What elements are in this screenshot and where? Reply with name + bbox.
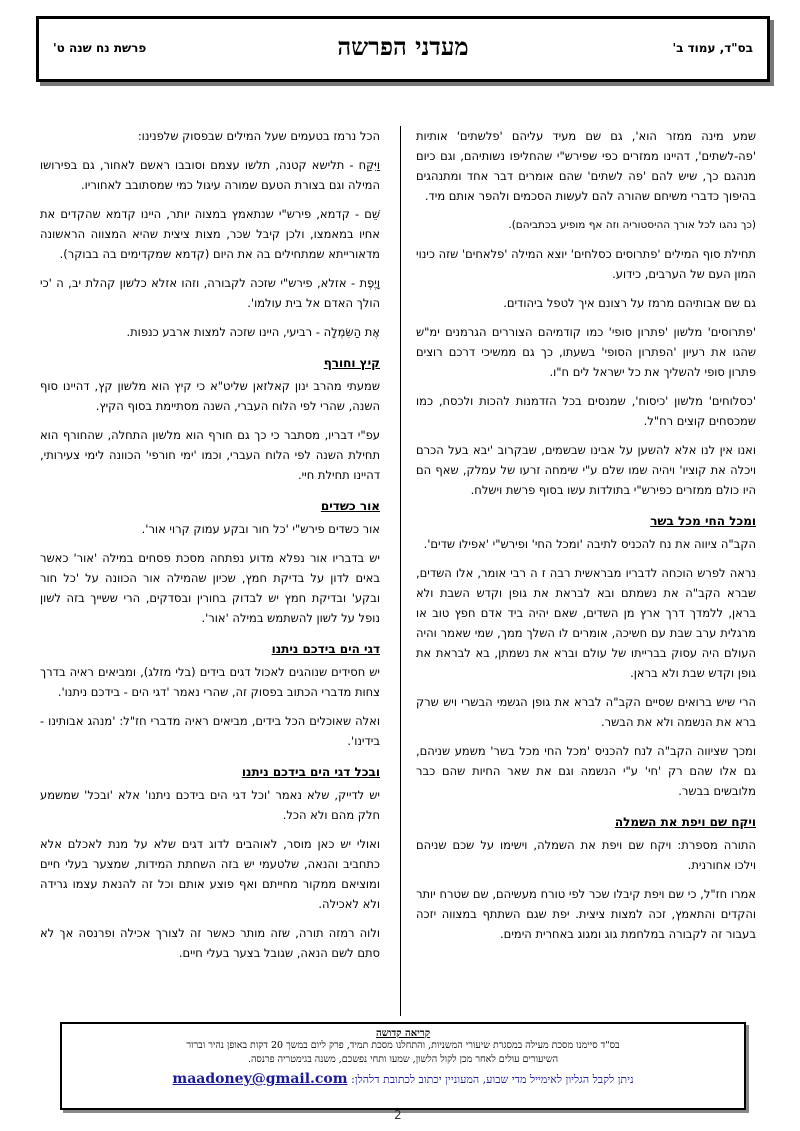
- paragraph: יש חסידים שנוהגים לאכול דגים בידים (בלי מזלג), ומביאים ראיה בדרך צחות מדברי הכתוב בפסוק זה, שהרי נאמר 'דגי הים - בידכם ניתנו'.: [40, 665, 380, 699]
- footer-box: [60, 1022, 746, 1110]
- paragraph: התורה מספרת: ויקח שם ויפת את השמלה, וישימו על שכם שניהם וילכו אחורנית.: [416, 838, 756, 872]
- footer-title: קריאה קדושה: [375, 1028, 431, 1039]
- paragraph: וַיִּקַּח - תלישא קטנה, תלשו עצמם וסובבו ראשם לאחור, גם בפירושו המילה וגם בצורת הטעם שמורה עיגול כמי שמסתובב לאחוריו.: [40, 158, 380, 192]
- paragraph: יש בדבריו אור נפלא מדוע נפתחה מסכת פסחים במילה 'אור' כאשר באים לדון על בדיקת חמץ, שכיון שהמילה אור הכוונה על 'כל חור ובקע' ובדיקת חמץ יש לבדוק בחורין ובסדקים, הרי ששייך בזה לשון נופל על לשון להשתמש במילה 'אור'.: [40, 551, 380, 625]
- paragraph: הכל נרמז בטעמים שעל המילים שבפסוק שלפנינו:: [137, 129, 380, 143]
- paragraph: עפ"י דבריו, מסתבר כי כך גם חורף הוא מלשון התחלה, שהחורף הוא תחילת השנה לפי הלוח העברי, וכמו 'ימי חורפי' הכוונה לימי צעירותי, דהיינו תחילת חיי.: [40, 428, 380, 482]
- paragraph: תחילת סוף המילים 'פתרוסים כסלחים' יוצא המילה 'פלאחים' שזה כינוי המון העם של הערבים, כידוע.: [416, 247, 756, 281]
- right-column: [416, 126, 756, 953]
- paragraph: וָיֶפֶת - אזלא, פירש"י שזכה לקבורה, וזהו אזלא כלשון קהלת יב, ה 'כי הולך האדם אל בית עולמו'.: [40, 276, 380, 310]
- paragraph: נראה לפרש הוכחה לדבריו מבראשית רבה ז ה רבי אומר, אלו השדים, שברא הקב"ה את נשמתם ובא לבראת את גופן וקדש השבת ולא בראן, ללמדך דרך ארץ מן השדים, שאם יהיה ביד אדם חפץ טוב או מרגלית ערב שבת עם חשיכה, אומרים לו השלך ממך, שמי שאמר והיה העולם היה עסוק בברייתו של עולם וברא את נשמתן, בא לבראת את גופן וקדש שבת ולא בראן.: [416, 566, 756, 680]
- paragraph: הרי שיש ברואים שסיים הקב"ה לברא את גופן הגשמי הבשרי ויש שרק ברא את הנשמה ולא את הבשר.: [416, 695, 756, 729]
- paragraph: 'כסלוחים' מלשון 'כיסוח', שמנסים בכל הזדמנות להכות ולכסח, כמו שמכסחים קוצים רח"ל.: [416, 394, 756, 428]
- paragraph: ואלה שאוכלים הכל בידים, מביאים ראיה מדברי חז"ל: 'מנהג אבותינו - בידינו'.: [40, 714, 380, 748]
- paragraph: שֵׁם - קדמא, פירש"י שנתאמץ במצוה יותר, היינו קדמא שהקדים את אחיו במאמצו, ולכן קיבל שכר, מצות ציצית שהיא המצווה הראשונה מדאורייתא שמתחילים בה את היום (קדמא שמקדימים בה בבוקר).: [40, 207, 380, 261]
- email-link[interactable]: maadoney@gmail.com: [172, 1071, 348, 1087]
- paragraph: יש לדייק, שלא נאמר 'וכל דגי הים בידכם ניתנו' אלא 'ובכל' שמשמע חלק מהם ולא הכל.: [40, 788, 380, 822]
- paragraph-note: (כך נהגו לכל אורך ההיסטוריה וזה אף מופיע בכתביהם).: [508, 219, 756, 231]
- paragraph: גם שם אבותיהם מרמז על רצונם איך לטפל ביהודים.: [503, 296, 756, 310]
- section-heading: ובכל דגי הים בידכם ניתנו: [241, 765, 380, 779]
- page-number: 2: [394, 1108, 402, 1122]
- paragraph: אֶת הַשִּׂמְלָה - רביעי, היינו שזכה למצות ארבע כנפות.: [126, 325, 380, 339]
- newsletter-title: מעדני הפרשה: [337, 32, 469, 61]
- paragraph: אמרו חז"ל, כי שם ויפת קיבלו שכר לפי טורח מעשיהם, שם שטרח יותר והקדים והתאמץ, זכה למצות ציצית. יפת שגם השתתף במצווה יזכה בעבור זה לקבורה במלחמת גוג ומגוג באחרית הימים.: [416, 887, 756, 941]
- footer-contact: [62, 1071, 744, 1087]
- section-heading: קיץ וחורף: [323, 356, 380, 370]
- section-heading: ומכל החי מכל בשר: [650, 514, 756, 528]
- header-page-label: בס"ד, עמוד ב': [672, 41, 753, 55]
- paragraph: ומכך שציווה הקב"ה לנח להכניס 'מכל החי מכל בשר' משמע שניהם, גם אלו שהם רק 'חי' ע"י הנשמה וגם את שאר החיות שהם כבר מלובשים בבשר.: [416, 744, 756, 798]
- paragraph: אור כשדים פירש"י 'כל חור ובקע עמוק קרוי אור'.: [141, 522, 380, 536]
- section-heading: ויקח שם ויפת את השמלה: [614, 815, 756, 829]
- footer-line: בס"ד סיימנו מסכת מעילה במסגרת שיעורי המשניות, והתחלנו מסכת תמיד, פרק ליום במשך 20 דקות באופן נהיר וברור: [186, 1040, 620, 1051]
- footer-line: השיעורים עולים לאחר מכן לקול הלשון, שמעו ותחי נפשכם, משנה בגימטריה פרנסה.: [247, 1054, 559, 1065]
- paragraph: הקב"ה ציווה את נח להכניס לתיבה 'ומכל החי' ופירש"י 'אפילו שדים'.: [423, 537, 756, 551]
- paragraph: ואולי יש כאן מוסר, לאוהבים לדוג דגים שלא על מנת לאכלם אלא כתחביב והנאה, שלטעמי יש בזה השחתת המידות, שמצער בעלי חיים ומוציאם ממקור מחייתם ואף פוצע אותם וכל זה להנאת עצמו גרידה ולא לאכילה.: [40, 837, 380, 911]
- header-parasha-label: פרשת נח שנה ט': [53, 41, 147, 55]
- paragraph: ולוה רמזה תורה, שזה מותר כאשר זה לצורך אכילה ופרנסה אך לא סתם לשם הנאה, שגובל בצער בעלי חיים.: [40, 926, 380, 960]
- section-heading: אור כשדים: [320, 499, 380, 513]
- left-column: [40, 126, 380, 972]
- paragraph: ואנו אין לנו אלא להשען על אבינו שבשמים, שבקרוב 'יבא בעל הכרם ויכלה את קוציו' ויהיה שמו שלם ע"י שימחה זרעו של עמלק, שאף הם היו כולם ממזרים כפירש"י בתולדות עשו בסוף פרשת וישלח.: [416, 443, 756, 497]
- section-heading: דגי הים בידכם ניתנו: [271, 642, 380, 656]
- contact-text: ניתן לקבל הגליון לאימייל מדי שבוע, המעוניין יכתוב לכתובת דלהלן:: [351, 1073, 634, 1086]
- page-header: [36, 16, 770, 82]
- paragraph: שמע מינה ממזר הוא', גם שם מעיד עליהם 'פלשתים' אותיות 'פה-לשתים', דהיינו ממזרים כפי שפירש"י שהחליפו נשותיהם, וגם כיום מנהגם כך, שיש להם 'פה לשתים' שהם אומרים דבר אחד ומתנהגים בהיפוך כדברי משיחם שהורה להם לעשות הסכמים ולהפר אותם מיד.: [416, 129, 756, 203]
- paragraph: שמעתי מהרב ינון קאלזאן שליט"א כי קיץ הוא מלשון קץ, דהיינו סוף השנה, שהרי לפי הלוח העברי, השנה מסתיימת בסוף הקיץ.: [40, 379, 380, 413]
- column-divider: [400, 126, 401, 1016]
- paragraph: 'פתרוסים' מלשון 'פתרון סופי' כמו קודמיהם הצוררים הגרמנים ימ"ש שהגו את רעיון 'הפתרון הסופי' בשעתו, כך גם ממשיכי דרכם רוצים פתרון סופי להשליך את כל ישראל לים ח"ו.: [416, 325, 756, 379]
